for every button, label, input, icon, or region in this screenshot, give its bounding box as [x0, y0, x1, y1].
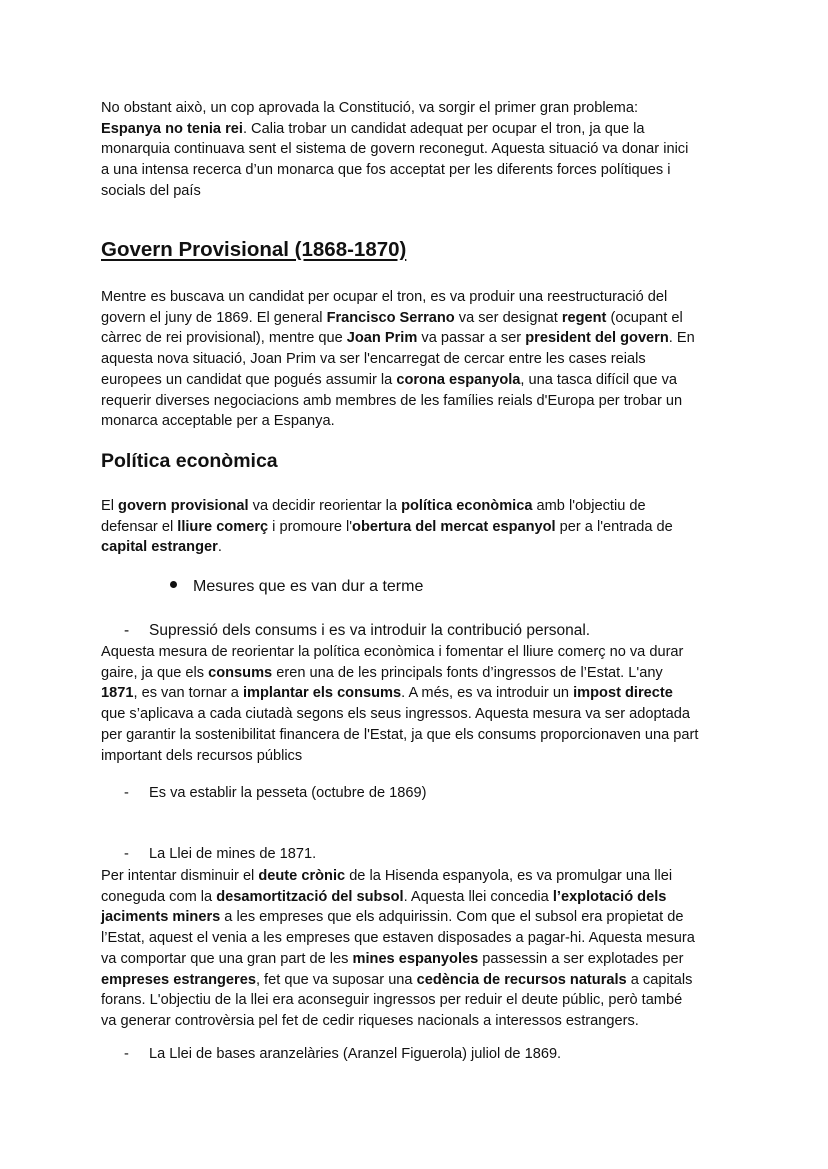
text: forans. L'objectiu de la llei era aconseguir ingressos per reduir el deute públic, però també	[101, 992, 683, 1009]
text-line	[101, 642, 741, 663]
text: gaire, ja que els	[101, 664, 209, 681]
bold-text: obertura del mercat espanyol	[352, 518, 556, 535]
dash-item-pesseta	[124, 785, 764, 801]
text-line	[101, 907, 741, 928]
text-line	[101, 746, 741, 767]
text: amb l'objectiu de	[532, 498, 646, 514]
text: va comportar que una gran part de les	[101, 950, 353, 967]
text-line	[101, 119, 741, 140]
bullet-item-mesures	[170, 578, 810, 596]
dash-text: La Llei de mines de 1871.	[149, 846, 317, 862]
text-line	[101, 370, 741, 391]
text-line	[101, 683, 741, 704]
text: (ocupant el	[606, 309, 683, 326]
text: per a l'entrada de	[555, 518, 673, 535]
text: requerir diverses negociacions amb membres de les famílies reials d'Europa per trobar un	[101, 392, 683, 409]
heading-govern-provisional: Govern Provisional (1868-1870)	[101, 238, 407, 261]
text: . Calia trobar un candidat adequat per ocupar el tron, ja que la	[242, 120, 645, 137]
bold-text: Espanya no tenia rei	[101, 120, 243, 137]
text: govern el juny de 1869. El general	[101, 309, 327, 326]
bold-text: implantar els consums	[242, 685, 402, 702]
text: .	[217, 539, 222, 556]
text-line	[101, 990, 741, 1011]
bold-text: mines espanyoles	[352, 950, 479, 967]
text-line	[101, 181, 741, 202]
text: per garantir la sostenibilitat financera de l'Estat, ja que els consums proporcionaven una part	[101, 726, 699, 743]
text: coneguda com la	[101, 888, 217, 905]
bold-text: lliure comerç	[177, 518, 269, 535]
bold-text: empreses estrangeres	[101, 971, 256, 988]
text: monarca acceptable per a Espanya.	[101, 413, 335, 430]
text: defensar el	[101, 518, 178, 535]
bold-text: política econòmica	[401, 498, 533, 514]
text: i promoure l'	[268, 518, 353, 535]
dash-text: Es va establir la pesseta (octubre de 1869)	[149, 785, 427, 801]
text-line	[101, 160, 741, 181]
bold-text: desamortització del subsol	[216, 888, 404, 905]
text: aquesta nova situació, Joan Prim va ser l'encarregat de cercar entre les cases reials	[101, 351, 646, 368]
bold-text: jaciments miners	[101, 909, 221, 926]
bullet-icon	[170, 581, 177, 588]
text: va generar controvèrsia pel fet de cedir riqueses nacionals a interessos estrangers.	[101, 1012, 639, 1029]
text-line	[101, 949, 741, 970]
bold-text: Francisco Serrano	[326, 309, 455, 326]
text: eren una de les principals fonts d’ingressos de l’Estat. L'any	[272, 664, 663, 681]
text-line	[101, 411, 741, 432]
text: . En	[668, 330, 695, 347]
text: El	[101, 498, 119, 514]
text: a les empreses que els adquirissin. Com que el subsol era propietat de	[220, 909, 684, 926]
text: va passar a ser	[417, 330, 526, 347]
bold-text: deute crònic	[258, 868, 346, 884]
text: càrrec de rei provisional), mentre que	[101, 330, 347, 347]
text-line	[101, 139, 741, 160]
text-line	[101, 725, 741, 746]
govern-paragraph	[101, 287, 741, 432]
bold-text: capital estranger	[101, 539, 218, 556]
text: passessin a ser explotades per	[478, 950, 684, 967]
text-line	[101, 308, 741, 329]
bold-text: govern provisional	[118, 498, 249, 514]
text-line	[101, 391, 741, 412]
heading-politica-economica: Política econòmica	[101, 450, 278, 472]
text-line	[101, 928, 741, 949]
text: va decidir reorientar la	[248, 498, 402, 514]
text-line	[101, 328, 741, 349]
text: , fet que va suposar una	[255, 971, 417, 988]
bold-text: l’explotació dels	[552, 888, 667, 905]
dash-item-aranzel	[124, 1046, 764, 1062]
bold-text: 1871	[101, 685, 134, 702]
bold-text: regent	[561, 309, 607, 326]
intro-paragraph	[101, 98, 741, 202]
text-line	[101, 1011, 741, 1032]
text: socials del país	[101, 182, 201, 199]
dash-text: La Llei de bases aranzelàries (Aranzel Figuerola) juliol de 1869.	[149, 1046, 562, 1062]
text: va ser designat	[454, 309, 562, 326]
bold-text: cedència de recursos naturals	[416, 971, 627, 988]
bold-text: corona espanyola	[396, 371, 521, 388]
text: monarquia continuava sent el sistema de govern reconegut. Aquesta situació va donar inici	[101, 141, 689, 158]
text: Mentre es buscava un candidat per ocupar el tron, es va produir una reestructuració del	[101, 289, 668, 305]
bold-text: impost directe	[573, 685, 673, 702]
dash-icon: -	[124, 622, 130, 639]
text-line	[101, 663, 741, 684]
dash-item-supressio	[124, 622, 764, 640]
text: No obstant això, un cop aprovada la Constitució, va sorgir el primer gran problema:	[101, 100, 639, 116]
text-line	[101, 349, 741, 370]
text: . Aquesta llei concedia	[403, 888, 553, 905]
text: que s’aplicava a cada ciutadà segons els seus ingressos. Aquesta mesura va ser adoptada	[101, 706, 690, 723]
text: Per intentar disminuir el	[101, 868, 259, 884]
dash-icon: -	[124, 785, 129, 801]
text-line	[101, 287, 741, 308]
text: , es van tornar a	[133, 685, 243, 702]
bold-text: president del govern	[525, 330, 669, 347]
consums-paragraph	[101, 642, 741, 766]
text-line	[101, 537, 741, 558]
text: , una tasca difícil que va	[520, 371, 677, 388]
mines-paragraph	[101, 866, 741, 1032]
bold-text: consums	[208, 664, 273, 681]
text: de la Hisenda espanyola, es va promulgar una llei	[345, 868, 673, 884]
text-line	[101, 887, 741, 908]
dash-icon: -	[124, 1046, 129, 1062]
dash-icon: -	[124, 846, 129, 862]
text-line	[101, 496, 741, 517]
text-line	[101, 704, 741, 725]
text-line	[101, 98, 741, 119]
text-line	[101, 970, 741, 991]
text: Aquesta mesura de reorientar la política econòmica i fomentar el lliure comerç no va durar	[101, 644, 684, 660]
text: l’Estat, aquest el venia a les empreses que estaven disposades a pagar-hi. Aquesta mesura	[101, 930, 695, 947]
bullet-text: Mesures que es van dur a terme	[193, 578, 424, 595]
text: important dels recursos públics	[101, 747, 303, 764]
dash-text: Supressió dels consums i es va introduir la contribució personal.	[149, 622, 591, 639]
text-line	[101, 517, 741, 538]
bold-text: Joan Prim	[346, 330, 418, 347]
text: a una intensa recerca d’un monarca que fos acceptat per les diferents forces polítiques i	[101, 162, 671, 179]
politica-paragraph	[101, 496, 741, 558]
text-line	[101, 866, 741, 887]
text: a capitals	[626, 971, 693, 988]
text: . A més, es va introduir un	[401, 685, 574, 702]
text: europees un candidat que pogués assumir la	[101, 371, 397, 388]
dash-item-mines	[124, 846, 764, 862]
